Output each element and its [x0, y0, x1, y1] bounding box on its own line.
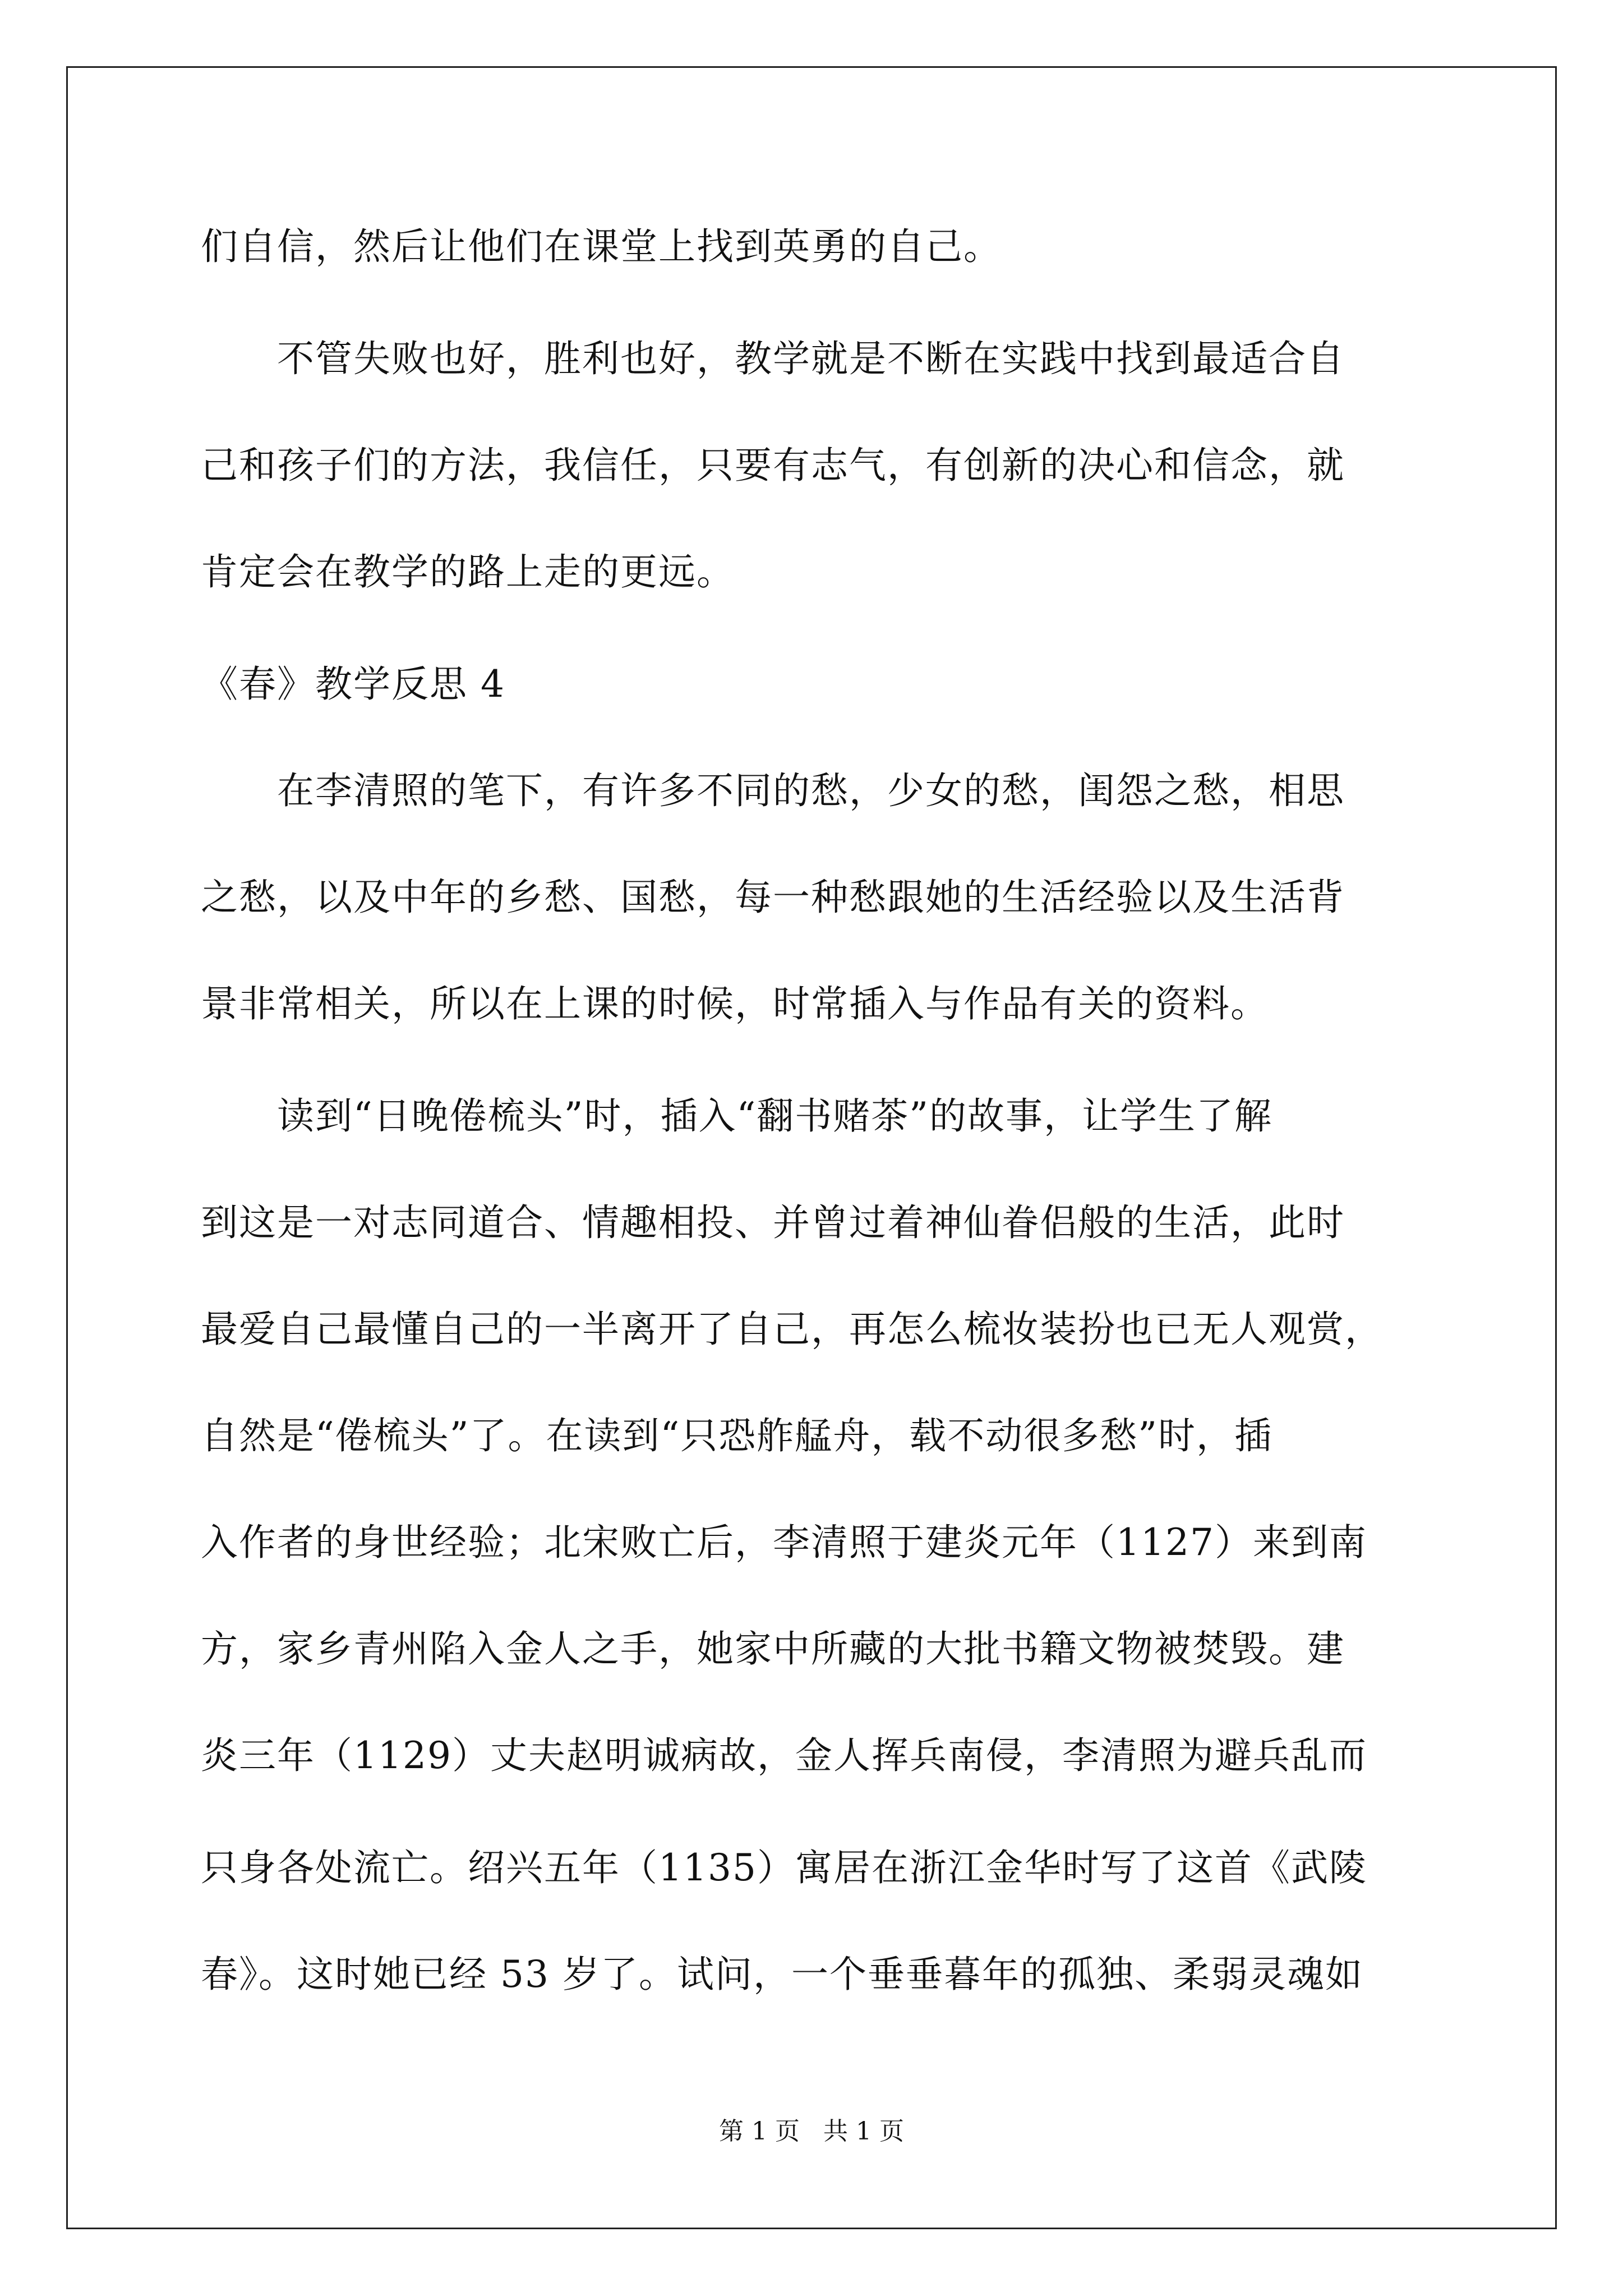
text-line: 们自信，然后让他们在课堂上找到英勇的自己。 [201, 225, 1002, 268]
text-line: 景非常相关，所以在上课的时候，时常插入与作品有关的资料。 [201, 982, 1269, 1025]
text-line: 到这是一对志同道合、情趣相投、并曾过着神仙眷侣般的生活，此时 [201, 1201, 1345, 1244]
text-line: 读到“日晚倦梳头”时，插入“翻书赌茶”的故事，让学生了解 [201, 1094, 1272, 1138]
text-line: 之愁，以及中年的乡愁、国愁，每一种愁跟她的生活经验以及生活背 [201, 876, 1345, 919]
text-line: 方，家乡青州陷入金人之手，她家中所藏的大批书籍文物被焚毁。建 [201, 1627, 1345, 1671]
text-line: 肯定会在教学的路上走的更远。 [201, 550, 735, 593]
text-line: 不管失败也好，胜利也好，教学就是不断在实践中找到最适合自 [201, 337, 1345, 380]
page-footer: 第 1 页 共 1 页 [719, 2117, 904, 2146]
text-line: 己和孩子们的方法，我信任，只要有志气，有创新的决心和信念，就 [201, 444, 1345, 487]
text-line: 春》。这时她已经 53 岁了。试问，一个垂垂暮年的孤独、柔弱灵魂如 [201, 1953, 1363, 1996]
text-line: 只身各处流亡。绍兴五年（1135）寓居在浙江金华时写了这首《武陵 [201, 1846, 1367, 1889]
text-line: 入作者的身世经验；北宋败亡后，李清照于建炎元年（1127）来到南 [201, 1521, 1367, 1564]
text-line: 炎三年（1129）丈夫赵明诚病故，金人挥兵南侵，李清照为避兵乱而 [201, 1734, 1367, 1777]
section-heading: 《春》教学反思 4 [201, 662, 505, 706]
text-line: 自然是“倦梳头”了。在读到“只恐舴艋舟，载不动很多愁”时，插 [201, 1414, 1272, 1457]
text-line: 最爱自己最懂自己的一半离开了自己，再怎么梳妆装扮也已无人观赏， [201, 1308, 1383, 1351]
text-line: 在李清照的笔下，有许多不同的愁，少女的愁，闺怨之愁，相思 [201, 769, 1345, 812]
page-frame [66, 66, 1557, 2229]
